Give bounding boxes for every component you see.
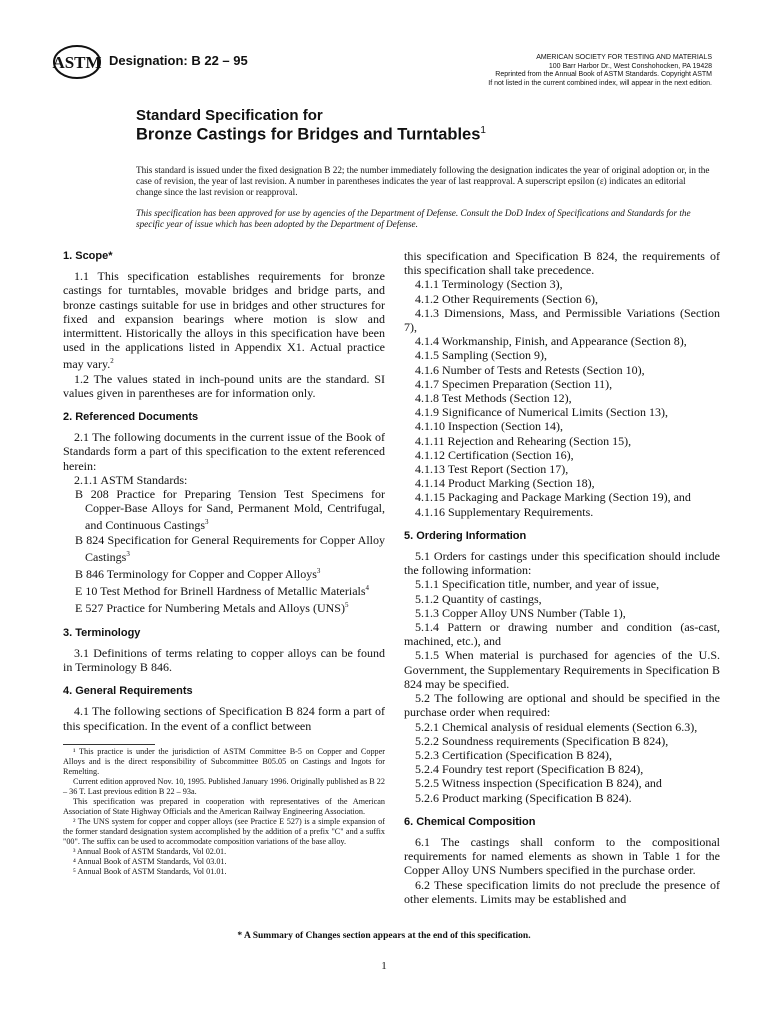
summary-note: * A Summary of Changes section appears at the end of this specification. <box>237 931 531 941</box>
footnote-rule <box>63 744 155 745</box>
footnote: ⁵ Annual Book of ASTM Standards, Vol 01.01. <box>73 867 227 876</box>
list-item: 5.2.3 Certification (Specification B 824), <box>415 747 612 762</box>
footnote: This specification was prepared in cooperation with representatives of the American Association of State Highway Officials and the American Railway Engineering Association. <box>63 797 385 816</box>
list-item: 5.1.4 Pattern or drawing number and condition (as-cast, machined, etc.), and <box>404 620 720 649</box>
title-line-2 <box>136 125 486 145</box>
list-item: 5.1.1 Specification title, number, and year of issue, <box>415 577 660 592</box>
reference-item: B 208 Practice for Preparing Tension Test Specimens for Copper-Base Alloys for Sand, Permanent Mold, Centrifugal, and Continuous Castings$^3$ <box>75 487 385 533</box>
list-item: 4.1.1 Terminology (Section 3), <box>415 277 563 292</box>
paragraph: 6.1 The castings shall conform to the compositional requirements for named elements as shown in Table 1 for the Copper Alloy UNS Numbers specified in the purchase order. <box>404 834 720 878</box>
reference-item: E 527 Practice for Numbering Metals and Alloys (UNS)$^5$ <box>75 601 349 616</box>
footnote: ³ Annual Book of ASTM Standards, Vol 02.01. <box>73 847 227 856</box>
page-number: 1 <box>381 960 387 972</box>
footnote-ref: 1 <box>480 125 486 136</box>
left-column <box>63 249 385 733</box>
paragraph: 1.1 This specification establishes requirements for bronze castings for turntables, movable bridges and bridge parts, and bronze castings suitable for use in bridges and other structures for fixed and expansion bearings where motion is slow and intermittent. Historically the alloys in this specification have been used in the applications listed in Appendix X1. Actual practice may vary.$^2$ <box>63 269 385 372</box>
footnote: ⁴ Annual Book of ASTM Standards, Vol 03.01. <box>73 857 227 866</box>
paragraph: 2.1.1 ASTM Standards: <box>74 472 188 487</box>
list-item: 4.1.4 Workmanship, Finish, and Appearance (Section 8), <box>415 334 687 349</box>
list-item: 4.1.16 Supplementary Requirements. <box>415 504 594 519</box>
paragraph: 6.2 These specification limits do not preclude the presence of other elements. Limits may be established and <box>404 877 720 906</box>
paragraph: 5.2 The following are optional and should be specified in the purchase order when required: <box>404 691 720 720</box>
list-item: 4.1.9 Significance of Numerical Limits (Section 13), <box>415 405 668 420</box>
footnote: ² The UNS system for copper and copper alloys (see Practice E 527) is a simple expansion of the former standard designation system accomplished by the addition of a prefix "C" and a suffix "00". The suffix can be used to accommodate composition variations of the base alloy. <box>63 817 385 846</box>
list-item: 4.1.12 Certification (Section 16), <box>415 447 574 462</box>
list-item: 4.1.5 Sampling (Section 9), <box>415 348 547 363</box>
paragraph: this specification and Specification B 824, the requirements of this specification shall take precedence. <box>404 249 720 278</box>
paragraph: 4.1 The following sections of Specification B 824 form a part of this specification. In the event of a conflict between <box>63 704 385 733</box>
astm-logo <box>52 44 102 80</box>
list-item: 4.1.10 Inspection (Section 14), <box>415 419 563 434</box>
footnotes <box>63 747 385 877</box>
list-item: 5.2.2 Soundness requirements (Specification B 824), <box>415 733 669 748</box>
issue-note: This standard is issued under the fixed designation B 22; the number immediately following the designation indicates the year of original adoption or, in the case of revision, the year of last revision. A number in parentheses indicates the year of last reapproval. A superscript epsilon (ε) indicates an editorial change since the last revision or reapproval. <box>136 165 710 198</box>
title-text: Bronze Castings for Bridges and Turntables <box>136 125 481 144</box>
section-heading: 1. Scope* <box>63 250 113 262</box>
publisher-line: AMERICAN SOCIETY FOR TESTING AND MATERIALS <box>536 54 712 61</box>
reference-item: B 846 Terminology for Copper and Copper Alloys$^3$ <box>75 567 321 582</box>
section-heading: 5. Ordering Information <box>404 529 527 542</box>
list-item: 4.1.11 Rejection and Rehearing (Section 15), <box>415 433 632 448</box>
list-item: 5.2.6 Product marking (Specification B 824). <box>415 790 632 805</box>
list-item: 5.2.5 Witness inspection (Specification B 824), and <box>415 776 662 791</box>
paragraph: 1.2 The values stated in inch-pound units are the standard. SI values given in parentheses are for information only. <box>63 371 385 400</box>
paragraph: 2.1 The following documents in the current issue of the Book of Standards form a part of this specification to the extent referenced herein: <box>63 430 385 473</box>
list-item: 5.1.2 Quantity of castings, <box>415 591 542 606</box>
section-heading: 4. General Requirements <box>63 685 193 698</box>
footnote: Current edition approved Nov. 10, 1995. Published January 1996. Originally published as B 22 – 36 T. Last previous edition B 22 – 93a. <box>63 777 385 796</box>
list-item: 5.2.4 Foundry test report (Specification B 824), <box>415 762 644 777</box>
list-item: 5.1.3 Copper Alloy UNS Number (Table 1), <box>415 605 626 620</box>
list-item: 5.1.5 When material is purchased for agencies of the U.S. Government, the Supplementary Requirements in Specification B 824 may be specified. <box>404 648 720 691</box>
footnote-ref: 2 <box>110 357 114 366</box>
title-line-1: Standard Specification for <box>136 107 323 124</box>
paragraph: 5.1 Orders for castings under this specification should include the following information: <box>404 549 720 578</box>
approval-note: This specification has been approved for use by agencies of the Department of Defense. Consult the DoD Index of Specifications and Standards for the specific year of issue which has been adopted by the Department of Defense. <box>136 208 691 230</box>
designation: Designation: B 22 – 95 <box>109 53 248 68</box>
list-item: 4.1.2 Other Requirements (Section 6), <box>415 291 598 306</box>
publisher-block <box>488 54 712 88</box>
list-item: 5.2.1 Chemical analysis of residual elements (Section 6.3), <box>415 719 698 734</box>
list-item: 4.1.3 Dimensions, Mass, and Permissible Variations (Section 7), <box>404 305 720 335</box>
section-heading: 2. Referenced Documents <box>63 411 199 424</box>
section-heading: 6. Chemical Composition <box>404 815 536 828</box>
list-item: 4.1.7 Specimen Preparation (Section 11), <box>415 376 613 391</box>
list-item: 4.1.14 Product Marking (Section 18), <box>415 476 595 491</box>
list-item: 4.1.8 Test Methods (Section 12), <box>415 391 572 406</box>
svg-text:ASTM: ASTM <box>52 53 102 72</box>
list-item: 4.1.13 Test Report (Section 17), <box>415 462 569 477</box>
reference-item: E 10 Test Method for Brinell Hardness of Metallic Materials$^4$ <box>75 584 370 599</box>
paragraph: 3.1 Definitions of terms relating to copper alloys can be found in Terminology B 846. <box>63 645 385 675</box>
section-heading: 3. Terminology <box>63 626 141 639</box>
footnote: ¹ This practice is under the jurisdiction of ASTM Committee B-5 on Copper and Copper Alloys and is the direct responsibility of Subcommittee B05.05 on Castings and Ingots for Remelting. <box>63 747 385 776</box>
reference-item: B 824 Specification for General Requirements for Copper Alloy Castings$^3$ <box>75 532 385 564</box>
publisher-line: 100 Barr Harbor Dr., West Conshohocken, PA 19428 <box>548 62 712 70</box>
right-column <box>404 249 720 906</box>
publisher-line: If not listed in the current combined index, will appear in the next edition. <box>488 79 712 87</box>
publisher-line: Reprinted from the Annual Book of ASTM Standards. Copyright ASTM <box>495 71 712 78</box>
list-item: 4.1.6 Number of Tests and Retests (Section 10), <box>415 362 645 377</box>
list-item: 4.1.15 Packaging and Package Marking (Section 19), and <box>415 490 691 505</box>
